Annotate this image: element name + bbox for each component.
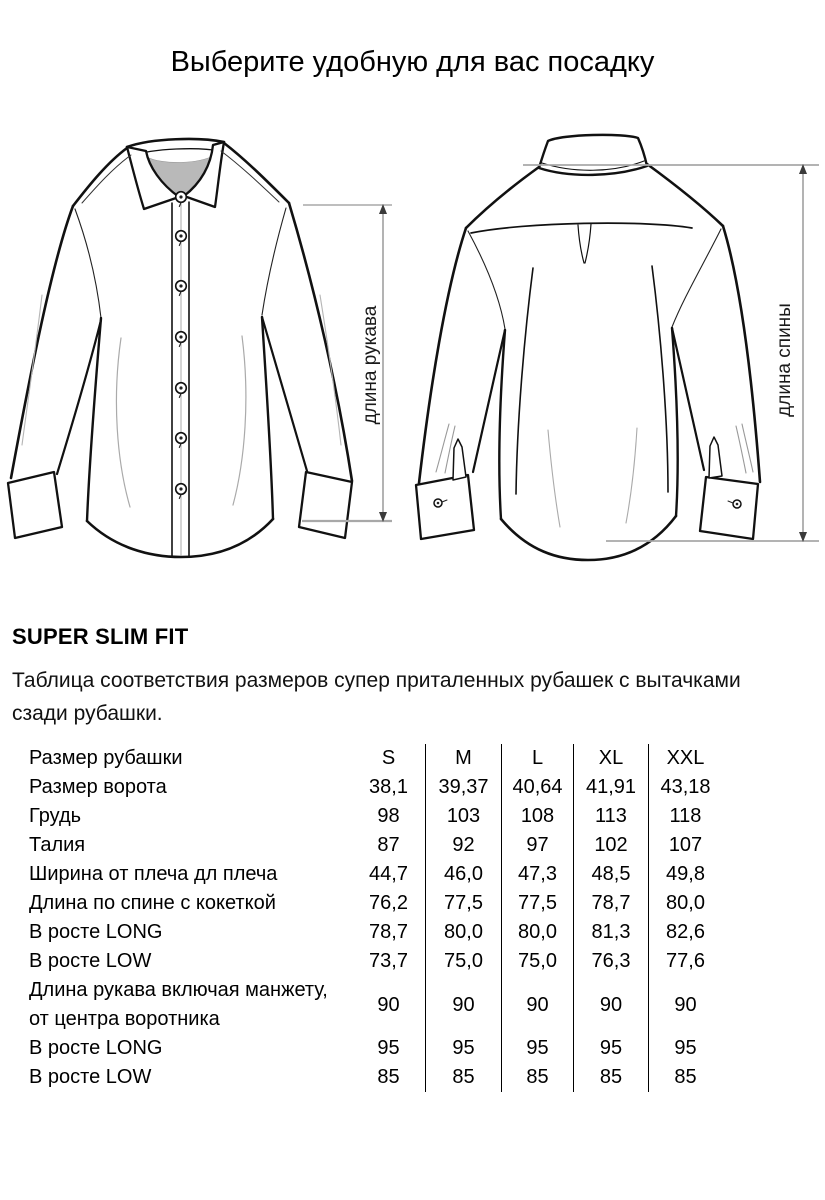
cell: 43,18 — [648, 773, 722, 802]
cell: 90 — [648, 976, 722, 1034]
cell: 80,0 — [501, 918, 573, 947]
cell: 90 — [377, 993, 400, 1016]
row-label: Талия — [29, 834, 86, 856]
cell: 108 — [501, 802, 573, 831]
table-row — [0, 889, 722, 918]
table-row — [0, 831, 722, 860]
cell: 77,5 — [501, 889, 573, 918]
header-label: Размер рубашки — [29, 747, 183, 769]
cell: 97 — [501, 831, 573, 860]
cell: 47,3 — [501, 860, 573, 889]
fit-heading: SUPER SLIM FIT — [12, 624, 189, 649]
cell: 77,5 — [425, 889, 501, 918]
table-row — [0, 1034, 722, 1063]
cell: 95 — [501, 1034, 573, 1063]
cell: 76,3 — [573, 947, 648, 976]
cell: 118 — [648, 802, 722, 831]
cell: 85 — [425, 1063, 501, 1092]
dimension-arrows-icon — [0, 100, 825, 570]
row-label: Грудь — [29, 805, 82, 827]
table-header-row — [0, 744, 722, 773]
cell: 40,64 — [501, 773, 573, 802]
row-label: В росте LONG — [29, 921, 163, 943]
cell: 76,2 — [369, 892, 408, 914]
size-chart-table — [0, 744, 722, 1092]
size-guide-figure — [0, 100, 825, 570]
cell: 44,7 — [369, 863, 408, 885]
cell: 85 — [648, 1063, 722, 1092]
cell: 90 — [501, 976, 573, 1034]
page-title: Выберите удобную для вас посадку — [170, 46, 655, 78]
size-xl: XL — [573, 744, 648, 773]
table-row — [0, 947, 722, 976]
fit-description-line: Таблица соответствия размеров супер приталенных рубашек с вытачками — [12, 669, 741, 692]
row-label: В росте LOW — [29, 950, 152, 972]
cell: 75,0 — [425, 947, 501, 976]
cell: 46,0 — [425, 860, 501, 889]
cell: 98 — [377, 805, 400, 827]
table-row — [0, 976, 722, 1034]
cell: 81,3 — [573, 918, 648, 947]
cell: 78,7 — [573, 889, 648, 918]
cell: 77,6 — [648, 947, 722, 976]
row-label: Ширина от плеча дл плеча — [29, 863, 278, 885]
cell: 85 — [573, 1063, 648, 1092]
cell: 90 — [573, 976, 648, 1034]
fit-description-line: сзади рубашки. — [12, 702, 163, 725]
cell: 75,0 — [501, 947, 573, 976]
cell: 103 — [425, 802, 501, 831]
cell: 92 — [425, 831, 501, 860]
size-l: L — [501, 744, 573, 773]
cell: 49,8 — [648, 860, 722, 889]
cell: 41,91 — [573, 773, 648, 802]
size-m: M — [425, 744, 501, 773]
cell: 95 — [377, 1037, 400, 1059]
cell: 39,37 — [425, 773, 501, 802]
cell: 107 — [648, 831, 722, 860]
sleeve-length-label: длина рукава — [360, 305, 381, 425]
fit-description — [12, 664, 812, 730]
table-row — [0, 860, 722, 889]
table-row — [0, 802, 722, 831]
cell: 113 — [573, 802, 648, 831]
row-label: Длина по спине с кокеткой — [29, 892, 276, 914]
cell: 80,0 — [648, 889, 722, 918]
table-row — [0, 1063, 722, 1092]
cell: 38,1 — [369, 776, 408, 798]
cell: 82,6 — [648, 918, 722, 947]
back-length-label: длина спины — [774, 303, 795, 417]
cell: 95 — [425, 1034, 501, 1063]
cell: 95 — [573, 1034, 648, 1063]
size-xxl: XXL — [648, 744, 722, 773]
cell: 73,7 — [369, 950, 408, 972]
cell: 78,7 — [369, 921, 408, 943]
cell: 95 — [648, 1034, 722, 1063]
table-row — [0, 773, 722, 802]
cell: 48,5 — [573, 860, 648, 889]
row-label: Размер ворота — [29, 776, 167, 798]
cell: 85 — [501, 1063, 573, 1092]
table-row — [0, 918, 722, 947]
cell: 90 — [425, 976, 501, 1034]
cell: 80,0 — [425, 918, 501, 947]
row-label: В росте LOW — [29, 1066, 152, 1088]
row-label: В росте LONG — [29, 1037, 163, 1059]
size-s: S — [381, 747, 396, 769]
cell: 85 — [377, 1066, 400, 1088]
cell: 102 — [573, 831, 648, 860]
row-label: Длина рукава включая манжету, от центра воротника — [29, 979, 328, 1030]
cell: 87 — [377, 834, 400, 856]
